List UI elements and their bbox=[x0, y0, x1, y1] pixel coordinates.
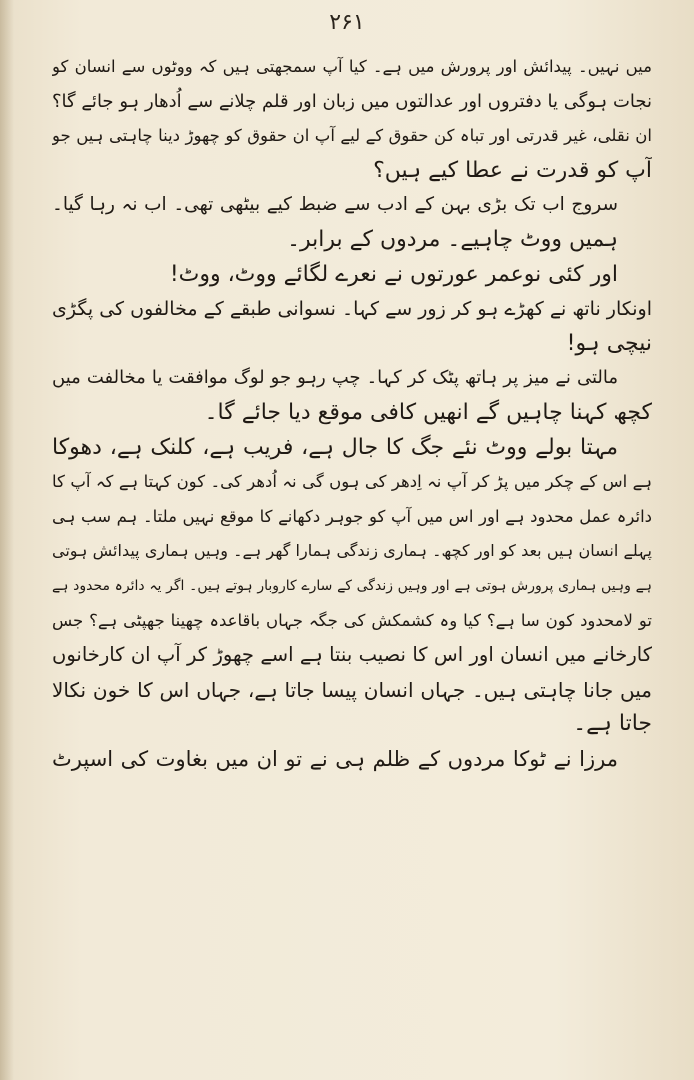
text-line: آپ کو قدرت نے عطا کیے ہیں؟ bbox=[373, 157, 652, 183]
text-line: اونکار ناتھ نے کھڑے ہو کر زور سے کہا۔ نسوانی طبقے کے مخالفوں کی پگڑی bbox=[52, 298, 652, 321]
text-line: ان نقلی، غیر قدرتی اور تباہ کن حقوق کے لیے آپ ان حقوق کو چھوڑ دینا چاہتی ہیں جو bbox=[52, 126, 652, 146]
text-line: کچھ کہنا چاہیں گے انھیں کافی موقع دیا جائے گا۔ bbox=[204, 399, 652, 425]
text-line: ہے اس کے چکر میں پڑ کر آپ نہ اِدھر کی ہوں گی نہ اُدھر کی۔ کون کہتا ہے کہ آپ کا bbox=[52, 472, 652, 492]
text-line: مہتا بولے ووٹ نئے جگ کا جال ہے، فریب ہے، کلنک ہے، دھوکا bbox=[52, 434, 618, 460]
page-number: ۲۶۱ bbox=[329, 10, 365, 35]
text-line: پہلے انسان ہیں بعد کو اور کچھ۔ ہماری زندگی ہمارا گھر ہے۔ وہیں ہماری پیدائش ہوتی bbox=[52, 541, 652, 561]
page-gutter-shadow bbox=[0, 0, 14, 1080]
text-line: ہے وہیں ہماری پرورش ہوتی ہے اور وہیں زندگی کے سارے کاروبار ہوتے ہیں۔ اگر یہ دائرہ محدود ہے bbox=[52, 577, 652, 594]
text-line: اور کئی نوعمر عورتوں نے نعرے لگائے ووٹ، ووٹ! bbox=[169, 261, 618, 287]
text-line: سروج اب تک بڑی بہن کے ادب سے ضبط کیے بیٹھی تھی۔ اب نہ رہا گیا۔ bbox=[52, 194, 618, 216]
text-line: میں جانا چاہتی ہیں۔ جہاں انسان پیسا جاتا ہے، جہاں اس کا خون نکالا bbox=[52, 677, 652, 702]
text-line: نیچی ہو! bbox=[566, 330, 652, 356]
text-line: ہمیں ووٹ چاہیے۔ مردوں کے برابر۔ bbox=[287, 226, 618, 252]
text-line: مالتی نے میز پر ہاتھ پٹک کر کہا۔ چپ رہو جو لوگ موافقت یا مخالفت میں bbox=[52, 367, 618, 389]
text-line: کارخانے میں انسان اور اس کا نصیب بنتا ہے اسے چھوڑ کر آپ ان کارخانوں bbox=[52, 643, 652, 667]
body-text bbox=[52, 50, 652, 776]
text-line: جاتا ہے۔ bbox=[573, 711, 652, 737]
text-line: مرزا نے ٹوکا مردوں کے ظلم ہی نے تو ان میں بغاوت کی اسپرٹ bbox=[52, 746, 618, 771]
text-line: نجات ہوگی یا دفتروں اور عدالتوں میں زبان اور قلم چلانے سے اُدھار ہو جائے گا؟ bbox=[52, 90, 652, 112]
text-line: دائرہ عمل محدود ہے اور اس میں آپ کو جوہر دکھانے کا موقع نہیں ملتا۔ ہم سب ہی bbox=[52, 506, 652, 526]
text-line: میں نہیں۔ پیدائش اور پرورش میں ہے۔ کیا آپ سمجھتی ہیں کہ ووٹوں سے انسان کو bbox=[52, 57, 652, 76]
text-line: تو لامحدود کون سا ہے؟ کیا وہ کشمکش کی جگہ جہاں باقاعدہ چھینا جھپٹی ہے؟ جس bbox=[52, 610, 652, 630]
